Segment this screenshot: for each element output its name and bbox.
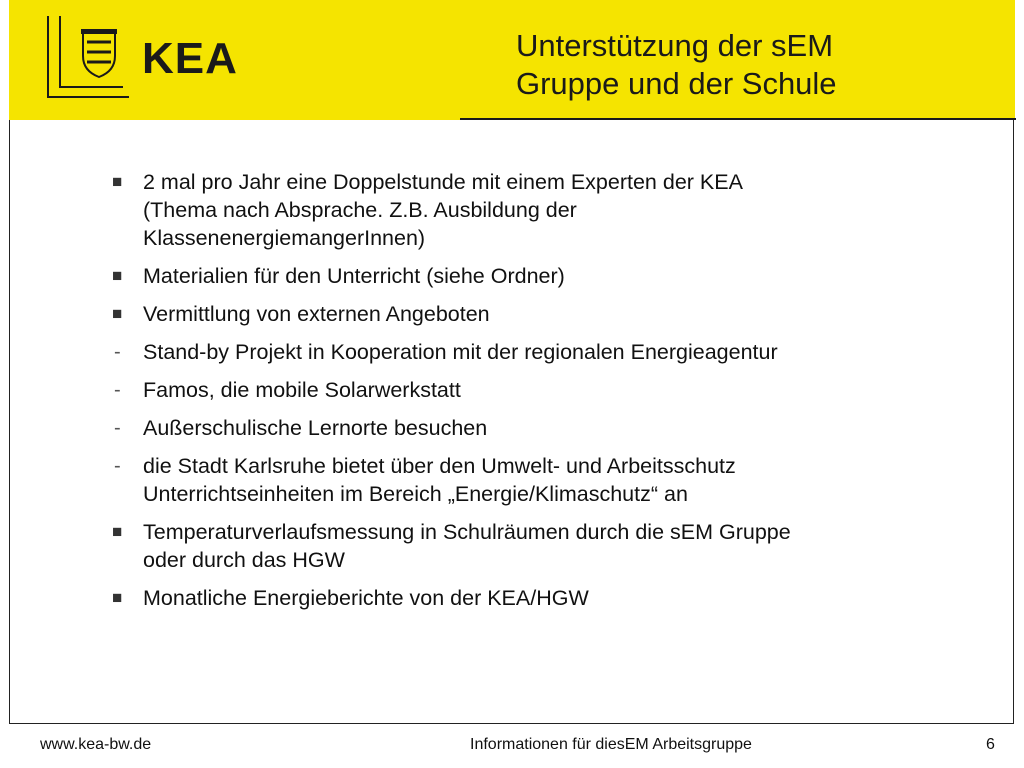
list-item-text: Temperaturverlaufsmessung in Schulräumen durch die sEM Gruppe bbox=[143, 520, 791, 544]
list-item-text: Materialien für den Unterricht (siehe Ordner) bbox=[143, 264, 565, 288]
list-item-text: 2 mal pro Jahr eine Doppelstunde mit einem Experten der KEA bbox=[143, 170, 743, 194]
list-item-text: Stand-by Projekt in Kooperation mit der regionalen Energieagentur bbox=[143, 340, 778, 364]
page-number: 6 bbox=[986, 736, 995, 753]
square-bullet-icon: ■ bbox=[112, 266, 123, 285]
list-item bbox=[112, 376, 932, 404]
list-item-text: Unterrichtseinheiten im Bereich „Energie/Klimaschutz“ an bbox=[143, 482, 688, 506]
square-bullet-icon: ■ bbox=[112, 588, 123, 607]
list-item bbox=[112, 168, 932, 252]
slide-title-line-2: Gruppe und der Schule bbox=[516, 66, 837, 101]
brand-logo-text: KEA bbox=[142, 34, 238, 83]
dash-bullet-icon: - bbox=[114, 417, 121, 439]
footer-url-link[interactable]: www.kea-bw.de bbox=[40, 736, 152, 753]
bullet-list bbox=[112, 168, 932, 622]
list-item-text: oder durch das HGW bbox=[143, 548, 345, 572]
list-item bbox=[112, 414, 932, 442]
list-item-text: (Thema nach Absprache. Z.B. Ausbildung der bbox=[143, 198, 577, 222]
list-item-text: die Stadt Karlsruhe bietet über den Umwelt- und Arbeitsschutz bbox=[143, 454, 736, 478]
footer-info: Informationen für diesEM Arbeitsgruppe bbox=[470, 736, 752, 753]
logo-frame-inner bbox=[59, 16, 123, 88]
footer bbox=[0, 736, 1024, 760]
coat-of-arms-icon bbox=[79, 28, 119, 78]
list-item bbox=[112, 300, 932, 328]
square-bullet-icon: ■ bbox=[112, 304, 123, 323]
list-item bbox=[112, 452, 932, 508]
dash-bullet-icon: - bbox=[114, 341, 121, 363]
header-band bbox=[9, 0, 1015, 120]
list-item-text: Vermittlung von externen Angeboten bbox=[143, 302, 490, 326]
list-item bbox=[112, 338, 932, 366]
square-bullet-icon: ■ bbox=[112, 172, 123, 191]
square-bullet-icon: ■ bbox=[112, 522, 123, 541]
list-item-text: Monatliche Energieberichte von der KEA/HGW bbox=[143, 586, 589, 610]
dash-bullet-icon: - bbox=[114, 379, 121, 401]
logo-frame bbox=[47, 16, 129, 98]
list-item-text: Außerschulische Lernorte besuchen bbox=[143, 416, 488, 440]
list-item bbox=[112, 518, 932, 574]
list-item bbox=[112, 584, 932, 612]
list-item-text: Famos, die mobile Solarwerkstatt bbox=[143, 378, 461, 402]
dash-bullet-icon: - bbox=[114, 455, 121, 477]
slide-title bbox=[516, 27, 837, 103]
slide-title-line-1: Unterstützung der sEM bbox=[516, 28, 834, 63]
list-item-text: KlassenenergiemangerInnen) bbox=[143, 226, 426, 250]
list-item bbox=[112, 262, 932, 290]
